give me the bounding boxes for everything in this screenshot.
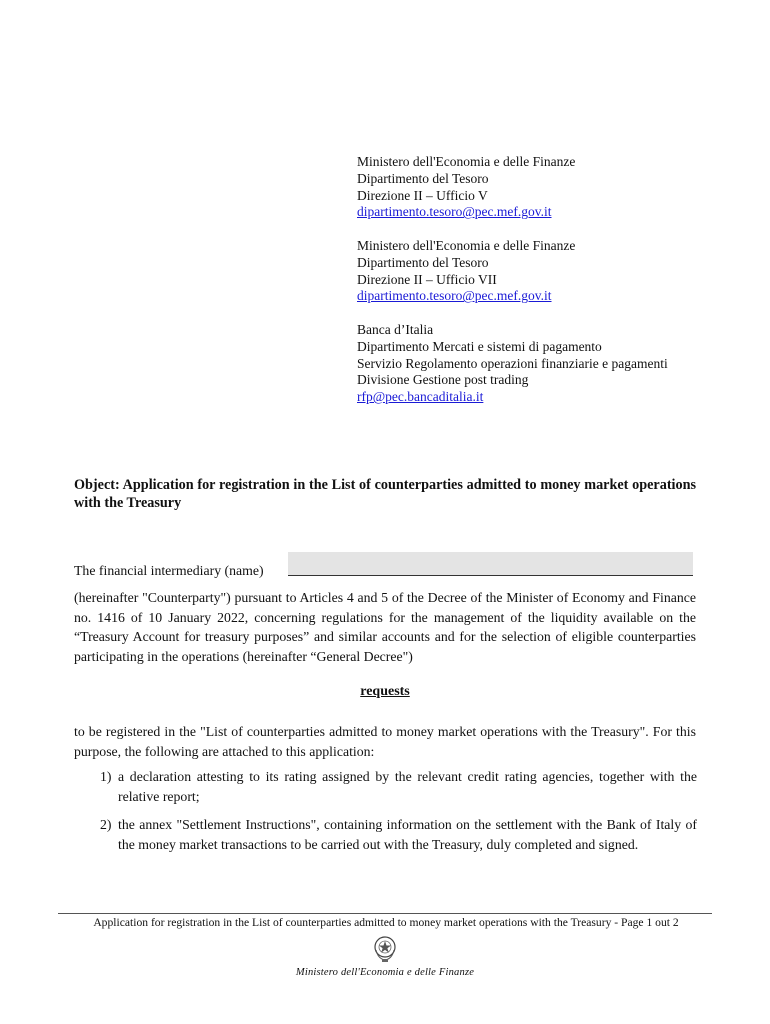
- list-text: the annex "Settlement Instructions", containing information on the settlement with the Bank of Italy of the money market transactions to be carried out with the Treasury, duly completed and signed.: [118, 817, 697, 852]
- intermediary-label: The financial intermediary (name): [74, 563, 264, 578]
- list-number: 2): [100, 817, 112, 832]
- counterparty-paragraph: (hereinafter "Counterparty") pursuant to Articles 4 and 5 of the Decree of the Minister of Economy and Finance no. 1416 of 10 January 2022, concerning regulations for the management of the liquidity available on the “Treasury Account for treasury purposes” and similar accounts and for the selection of eligible counterparties participating in the operations (hereinafter “General Decree"): [74, 590, 696, 664]
- ministry-logo-text: Ministero dell'Economia e delle Finanze: [295, 967, 475, 978]
- recipient-line: Banca d’Italia: [357, 322, 434, 337]
- recipient-line: Ministero dell'Economia e delle Finanze: [357, 154, 576, 169]
- footer-divider: [58, 913, 712, 914]
- recipient-block-mef-ufficio-v: [357, 154, 687, 221]
- attachment-list-item: [100, 767, 697, 806]
- list-number: 1): [100, 769, 112, 784]
- recipient-line: Direzione II – Ufficio VII: [357, 271, 497, 287]
- page-footer: Application for registration in the List of counterparties admitted to money market operations with the Treasury - Page 1 out 2: [93, 916, 679, 929]
- recipient-email-link[interactable]: rfp@pec.bancaditalia.it: [357, 389, 484, 405]
- recipient-line: Dipartimento del Tesoro: [357, 254, 489, 270]
- recipient-block-banca-italia: [357, 322, 687, 406]
- registration-paragraph: to be registered in the "List of counterparties admitted to money market operations with the Treasury". For this purpose, the following are attached to this application:: [74, 724, 696, 759]
- recipient-email-link[interactable]: dipartimento.tesoro@pec.mef.gov.it: [357, 288, 552, 304]
- italian-republic-emblem-icon: [370, 932, 400, 964]
- recipient-line: Servizio Regolamento operazioni finanziarie e pagamenti: [357, 355, 668, 371]
- requests-heading: requests: [360, 684, 410, 699]
- object-heading: Object: Application for registration in the List of counterparties admitted to money market operations with the Treasury: [74, 477, 696, 511]
- list-text: a declaration attesting to its rating assigned by the relevant credit rating agencies, together with the relative report;: [118, 769, 697, 804]
- attachment-list-item: [100, 815, 697, 854]
- recipient-line: Divisione Gestione post trading: [357, 372, 529, 388]
- recipient-line: Direzione II – Ufficio V: [357, 187, 488, 203]
- recipient-block-mef-ufficio-vii: [357, 238, 687, 305]
- recipient-line: Dipartimento del Tesoro: [357, 170, 489, 186]
- recipient-email-link[interactable]: dipartimento.tesoro@pec.mef.gov.it: [357, 204, 552, 220]
- recipient-line: Ministero dell'Economia e delle Finanze: [357, 238, 576, 253]
- recipient-line: Dipartimento Mercati e sistemi di pagamento: [357, 338, 602, 354]
